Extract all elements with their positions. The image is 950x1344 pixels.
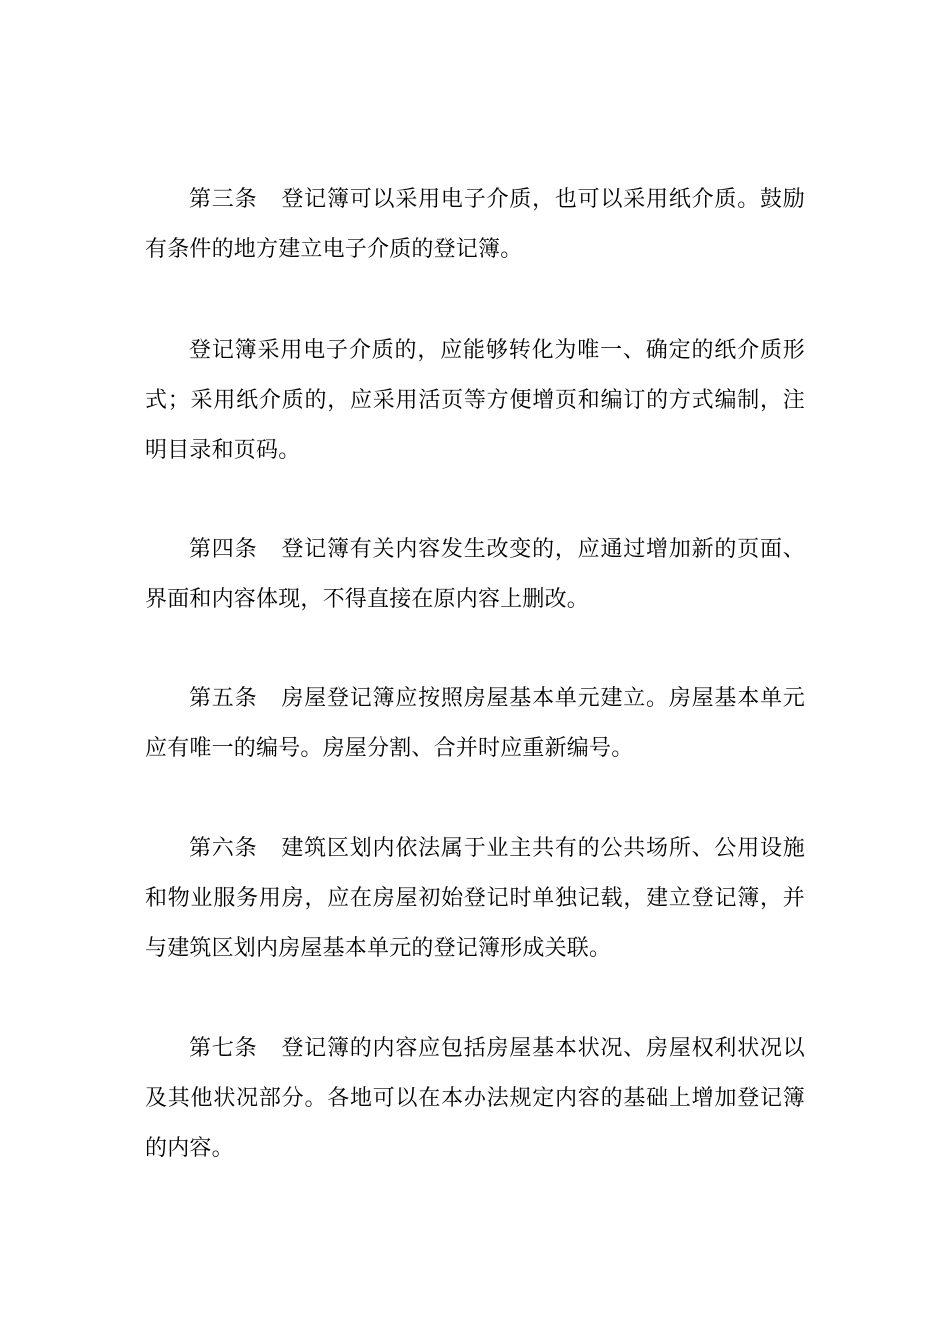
- article-7-paragraph: [145, 1024, 805, 1174]
- article-6-paragraph: [145, 824, 805, 974]
- article-5-paragraph: [145, 674, 805, 774]
- article-text: 登记簿的内容应包括房屋基本状况、房屋权利状况以及其他状况部分。各地可以在本办法规定内容的基础上增加登记簿的内容。: [145, 1036, 805, 1161]
- article-text: 登记簿有关内容发生改变的，应通过增加新的页面、界面和内容体现，不得直接在原内容上删改。: [145, 537, 805, 612]
- article-3-paragraph: [145, 175, 805, 275]
- article-text: 登记簿采用电子介质的，应能够转化为唯一、确定的纸介质形式；采用纸介质的，应采用活页等方便增页和编订的方式编制，注明目录和页码。: [145, 338, 805, 463]
- article-text: 建筑区划内依法属于业主共有的公共场所、公用设施和物业服务用房，应在房屋初始登记时单独记载，建立登记簿，并与建筑区划内房屋基本单元的登记簿形成关联。: [145, 836, 805, 961]
- article-4-paragraph: [145, 525, 805, 625]
- article-text: 登记簿可以采用电子介质，也可以采用纸介质。鼓励有条件的地方建立电子介质的登记簿。: [145, 187, 805, 262]
- article-number: 第三条: [189, 187, 258, 212]
- article-number: 第六条: [189, 836, 258, 861]
- article-number: 第五条: [189, 686, 258, 711]
- article-number: 第七条: [189, 1036, 258, 1061]
- article-text: 房屋登记簿应按照房屋基本单元建立。房屋基本单元应有唯一的编号。房屋分割、合并时应重新编号。: [145, 686, 805, 761]
- article-3-paragraph-2: [145, 326, 805, 476]
- article-number: 第四条: [189, 537, 258, 562]
